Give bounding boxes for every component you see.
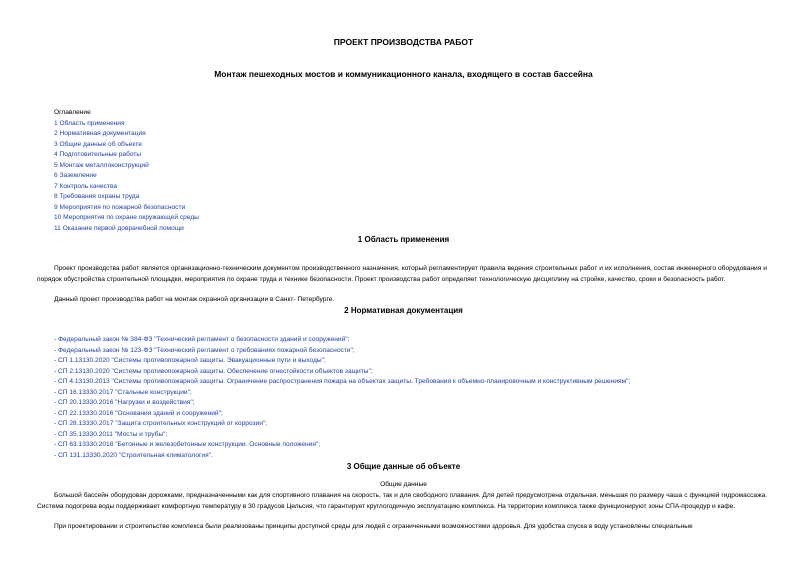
section-3-heading: 3 Общие данные об объекте [346,462,461,471]
toc-link-4[interactable]: 4 Подготовительные работы [54,151,142,158]
norm-doc-item[interactable]: - СП 2.13130.2020 "Системы противопожарной защиты. Обеспечение огнестойкости объектов защиты"; [54,367,373,375]
section-1-heading: 1 Область применения [357,235,450,244]
normative-docs-list [54,335,630,461]
section-3-subheading: Общие данные [380,481,427,488]
section-3-paragraph-1: Большой бассейн оборудован дорожками, предназначенными как для спортивного плавания на скорость, так и для свободного плавания. Для детей предусмотрена отдельная, меньшая по размеру чаша с функцией гидромассажа. Система подогрева воды поддерживает комфортную температуру в 30 градусов Цельсия, что гарантирует круглогодичную эксплуатацию комплекса. На территории комплекса также функционируют зоны СПА-процедур и кафе. [37,492,767,510]
toc-link-11[interactable]: 11 Оказание первой доврачебной помощи [54,224,184,232]
toc-link-1[interactable]: 1 Область применения [54,119,125,127]
section-1-paragraph-1: Проект производства работ является организационно-техническим документом производственного назначения, который регламентирует правила ведения строительных работ и их исполнения, состав инженерного оборудования и порядок обустройства строительной площадки, мероприятия по охране труда и технике безопасности. Проект производства работ определяет технологическую дисциплину на стройке, качество, сроки и безопасность работ. [37,265,767,283]
section-1-paragraph-2: Данный проект производства работ на монтаж охранной организации в Санкт- Петербурге. [54,296,335,303]
norm-doc-item[interactable]: - СП 16.13330.2017 "Стальные конструкции"; [54,388,192,396]
norm-doc-item[interactable]: - СП 131.13330.2020 "Строительная климатология". [54,451,213,459]
toc-link-7[interactable]: 7 Контроль качества [54,182,118,190]
section-3-paragraph-2: При проектировании и строительстве комплекса были реализованы принципы доступной среды для людей с ограниченными возможностями здоровья. Для удобства спуска в воду установлены специальные [54,523,693,530]
norm-doc-item[interactable]: - СП 28.13330.2017 "Защита строительных конструкций от коррозии"; [54,420,268,427]
norm-doc-item[interactable]: - СП 63.13330.2018 "Бетонные и железобетонные конструкции. Основные положения"; [54,441,321,448]
document-title: ПРОЕКТ ПРОИЗВОДСТВА РАБОТ [333,37,474,47]
norm-doc-item[interactable]: - СП 20.13330.2016 "Нагрузки и воздействия"; [54,399,195,406]
norm-doc-item[interactable]: - СП 35.13330.2011 "Мосты и трубы"; [54,430,168,438]
toc-link-6[interactable]: 6 Заземление [54,172,97,179]
norm-doc-item[interactable]: - Федеральный закон № 123-ФЗ "Технический регламент о требованиях пожарной безопасности"; [54,346,355,354]
section-2-heading: 2 Нормативная документация [344,306,463,315]
toc-link-10[interactable]: 10 Мероприятия по охране окружающей среды [54,214,199,221]
norm-doc-item[interactable]: - СП 22.13330.2016 "Основания зданий и сооружений"; [54,409,223,417]
table-of-contents [54,108,199,234]
toc-link-9[interactable]: 9 Мероприятия по пожарной безопасности [54,203,186,211]
toc-link-5[interactable]: 5 Монтаж металлоконструкций [54,161,149,169]
toc-link-3[interactable]: 3 Общие данные об объекте [54,140,142,148]
norm-doc-item[interactable]: - СП 4.13130.2013 "Системы противопожарной защиты. Ограничение распространения пожара на объектах защиты. Требования к объемно-планировочным и конструктивным решениям"; [54,378,631,385]
document-subtitle: Монтаж пешеходных мостов и коммуникационного канала, входящего в состав бассейна [214,69,593,79]
norm-doc-item[interactable]: - Федеральный закон № 384-ФЗ "Технический регламент о безопасности зданий и сооружений"; [54,336,350,343]
norm-doc-item[interactable]: - СП 1.13130.2020 "Системы противопожарной защиты. Эвакуационные пути и выходы"; [54,357,326,364]
toc-link-2[interactable]: 2 Нормативная документация [54,130,146,137]
toc-link-8[interactable]: 8 Требования охраны труда [54,193,140,200]
toc-heading: Оглавление [54,109,91,116]
